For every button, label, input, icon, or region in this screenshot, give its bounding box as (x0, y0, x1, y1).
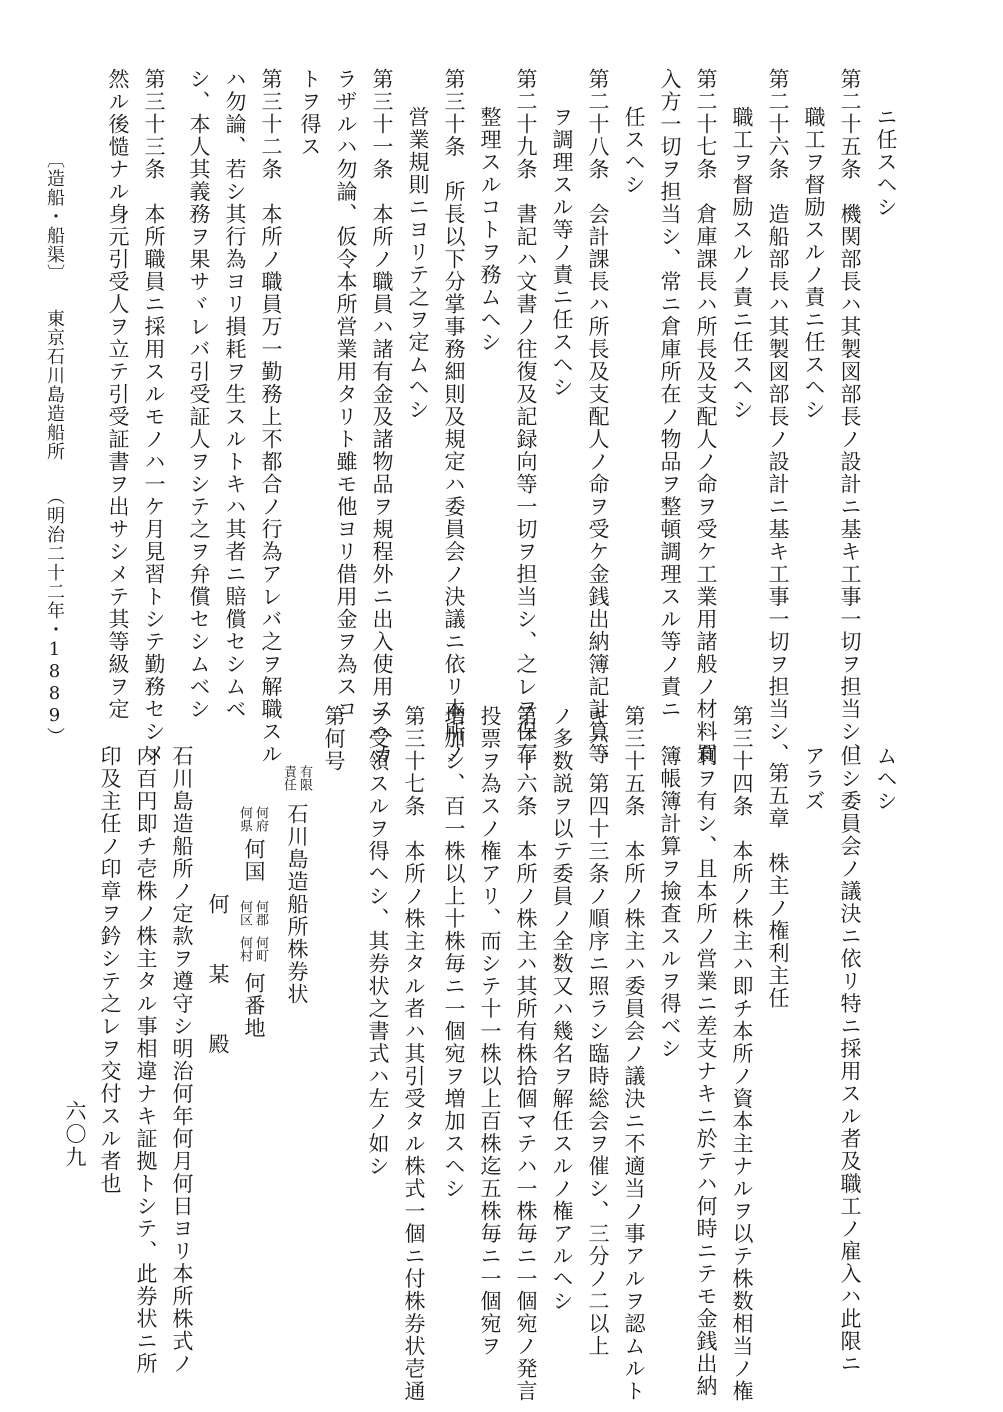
address-prefix-bottom: 何県 (237, 806, 252, 832)
text-column: ヲ調理スル等ノ責ニ任スヘシ (550, 106, 574, 399)
text-column: アラズ (802, 745, 826, 813)
address-lot: 何番地 (242, 972, 266, 1040)
address-town-top: 何町 (253, 936, 268, 962)
text-column: 職工ヲ督励スルノ責ニ任スヘシ (730, 106, 754, 421)
text-column: 簿帳簿計算ヲ撿査スルヲ得ベシ (658, 745, 682, 1060)
text-column: トヲ得ス (298, 68, 322, 158)
address-town-bottom: 何村 (237, 936, 252, 962)
address-county-bottom: 何区 (237, 900, 252, 926)
article-28-line-1: 第二十八条 会計課長ハ所長及支配人ノ命ヲ受ケ金銭出納簿記計算等 (586, 68, 610, 766)
text-column: ムヘシ (874, 745, 898, 813)
header-company: 東京石川島造船所 (44, 309, 65, 461)
running-header (40, 150, 68, 746)
article-35-line-1: 第三十五条 本所ノ株主ハ委員会ノ議決ニ不適当ノ事アルヲ認ムルト (622, 705, 646, 1403)
text-column: 任スヘシ (622, 106, 646, 196)
text-column: 職工ヲ督励スルノ責ニ任スヘシ (802, 106, 826, 421)
text-column: ハ勿論、若シ其行為ヨリ損耗ヲ生スルトキハ其者ニ賠償セシムベ (223, 68, 247, 721)
certificate-number: 第何号 (322, 705, 346, 773)
certificate-body-line: 印及主任ノ印章ヲ鈐シテ之レヲ交付スル者也 (98, 745, 122, 1195)
text-column: ノ多数説ヲ以テ委員ノ全数又ハ幾名ヲ解任スルノ権アルヘシ (550, 705, 574, 1313)
header-era: （明治二十二年・1889） (44, 487, 65, 746)
article-25-line-1: 第二十五条 機関部長ハ其製図部長ノ設計ニ基キ工事一切ヲ担当シ、 (838, 68, 862, 766)
addressee: 何 某 殿 (206, 893, 230, 1068)
text-column: 整理スルコトヲ務ムヘシ (478, 106, 502, 354)
page-number: 六〇九 (63, 1100, 87, 1169)
certificate-title: 石川島造船所株券状 (285, 803, 309, 1006)
text-column: 然ル後慥ナル身元引受人ヲ立テ引受証書ヲ出サシメテ其等級ヲ定 (106, 68, 130, 721)
article-30-line-1: 第三十条 所長以下分掌事務細則及規定ハ委員会ノ決議ニ依リ本所ノ (442, 68, 466, 766)
certificate-body-line: 石川島造船所ノ定款ヲ遵守シ明治何年何月何日ヨリ本所株式ノ (170, 745, 194, 1375)
text-column: 投票ヲ為スノ権アリ、而シテ十一株以上百株迄五株毎ニ一個宛ヲ (478, 705, 502, 1358)
certificate-body-line: 内百円即チ壱株ノ株主タル事相違ナキ証拠トシテ、此券状ニ所 (134, 745, 158, 1375)
liability-label: 責任 (281, 765, 296, 791)
text-column: 但シ委員会ノ議決ニ依リ特ニ採用スル者及職工ノ雇入ハ此限ニ (838, 745, 862, 1375)
address-county-top: 何郡 (253, 900, 268, 926)
article-26-line-1: 第二十六条 造船部長ハ其製図部長ノ設計ニ基キ工事一切ヲ担当シ、 (766, 68, 790, 766)
article-32-line-1: 第三十二条 本所ノ職員万一勤務上不都合ノ行為アレバ之ヲ解職スル (259, 68, 283, 766)
chapter-heading: 第五章 株主ノ権利主任 (766, 762, 790, 1010)
article-37-line-1: 第三十七条 本所ノ株主タル者ハ其引受タル株式一個ニ付株券状壱通 (402, 705, 426, 1403)
article-34-line-1: 第三十四条 本所ノ株主ハ即チ本所ノ資本主ナルヲ以テ株数相当ノ権 (730, 705, 754, 1403)
text-column: シ、本人其義務ヲ果サヾレバ引受証人ヲシテ之ヲ弁償セシムベシ (187, 68, 211, 721)
article-33-line-1: 第三十三条 本所職員ニ採用スルモノハ一ケ月見習トシテ勤務セシメ (142, 68, 166, 766)
address-prefix-top: 何府 (253, 806, 268, 832)
text-column: ラザルハ勿論、仮令本所営業用タリト雖モ他ヨリ借用金ヲ為スコ (334, 68, 358, 721)
article-29-line-1: 第二十九条 書記ハ文書ノ往復及記録向等一切ヲ担当シ、之レヲ保存 (514, 68, 538, 766)
text-column: 営業規則ニヨリテ之ヲ定ムヘシ (406, 106, 430, 421)
text-column: 入方一切ヲ担当シ、常ニ倉庫所在ノ物品ヲ整頓調理スル等ノ責ニ (658, 68, 682, 721)
article-27-line-1: 第二十七条 倉庫課長ハ所長及支配人ノ命ヲ受ケ工業用諸般ノ材料買 (694, 68, 718, 766)
text-column: 利ヲ有シ、且本所ノ営業ニ差支ナキニ於テハ何時ニテモ金銭出納 (694, 745, 718, 1398)
text-column: 増加シ、百一株以上十株毎ニ一個宛ヲ増加スヘシ (442, 705, 466, 1200)
address-rest: 何国 (242, 838, 266, 883)
article-31-line-1: 第三十一条 本所ノ職員ハ諸有金及諸物品ヲ規程外ニ出入使用スヘカ (370, 68, 394, 766)
text-column: ヲ受領スルヲ得ヘシ、其券状之書式ハ左ノ如シ (366, 705, 390, 1178)
limited-label: 有限 (297, 765, 312, 791)
text-column: ニ任スヘシ (874, 106, 898, 219)
header-category: 〔造船・船渠〕 (44, 150, 65, 283)
text-column: キハ、第四十三条ノ順序ニ照ラシ臨時総会ヲ催シ、三分ノ二以上 (586, 705, 610, 1358)
article-36-line-1: 第三十六条 本所ノ株主ハ其所有株拾個マテハ一株毎ニ一個宛ノ発言 (514, 705, 538, 1403)
